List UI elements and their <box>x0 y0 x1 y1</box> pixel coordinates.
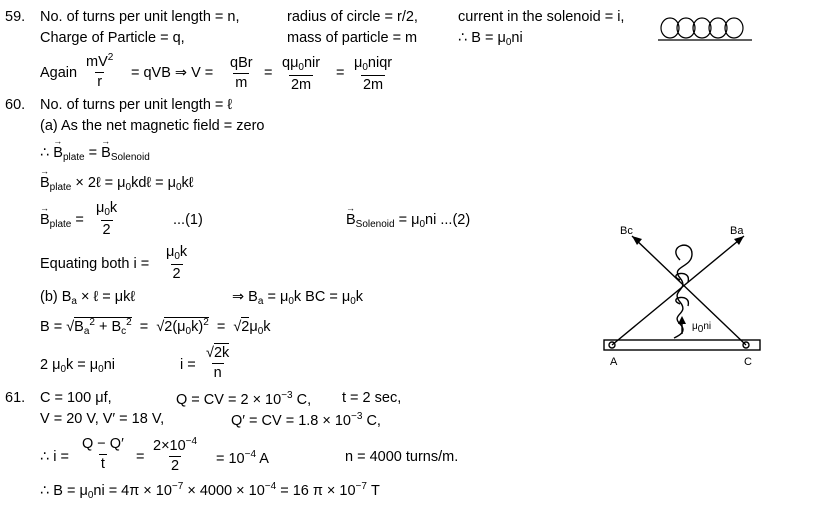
label-a: A <box>610 356 618 368</box>
q59-eq2: = <box>336 65 345 81</box>
q60-bplate-lhs: → $B_{plate}$ = <box>40 213 84 230</box>
q60-frac-equating: $\frac{\mu_0k}{2}$ <box>166 244 188 282</box>
q60-i-eq: i = <box>180 357 196 373</box>
q59-again: Again <box>40 65 78 81</box>
q59-frac-muniqr: $\mu_0niqr$ 2m <box>354 55 393 93</box>
q60-turns: No. of turns per unit length = ℓ <box>40 97 233 113</box>
label-bc: Bc <box>620 225 633 237</box>
q59-charge: Charge of Particle = q, <box>40 30 185 46</box>
q60-bplate-eq-bsol: ∴ → $B_{plate}$ = → $B_{Solenoid}$ <box>40 146 150 163</box>
q60-frac-i: $\frac{√2k}{n}$ <box>206 345 230 381</box>
plate-rect <box>604 340 760 350</box>
q59-radius: radius of circle = r/2, <box>287 9 418 25</box>
q60-b-root: $B = √B_a^2 + B_c^2 = √2(\mu_0k)^2 = √2\mu_0k$ <box>40 317 271 337</box>
q60-bsolenoid: → $B_{Solenoid} = \mu_0ni$ ...(2) <box>346 213 470 230</box>
q61-result: = $10^{-4}$ A <box>216 449 269 467</box>
q60-part-b-right: ⇒ $B_a = \mu_0k$ BC = $\mu_0k$ <box>232 289 363 307</box>
q60-number: 60. <box>5 97 26 113</box>
q59-frac-qmunir: $q\mu_0nir$ 2m <box>282 55 321 93</box>
q60-frac-mu0k-2: $\frac{\mu_0k}{2}$ <box>96 200 118 238</box>
q61-frac-2e-4: $\frac{2\times 10^{-4}}{2}$ <box>153 436 198 474</box>
q60-bplate-2l: → $B_{plate}$ × 2ℓ = $\mu_0kd\ell$ = $\mu_0k\ell$ <box>40 176 193 193</box>
q59-turns: No. of turns per unit length = n, <box>40 9 240 25</box>
q61-turns: n = 4000 turns/m. <box>345 449 459 465</box>
q60-equating: Equating both i = <box>40 256 150 272</box>
q60-part-a: (a) As the net magnetic field = zero <box>40 118 265 134</box>
q61-charge-q: Q = CV = $2 \times 10^{-3}$ C, <box>176 390 312 408</box>
q59-frac-qbr-m: qBr m <box>230 55 253 91</box>
q61-capacitance: C = 100 μf, <box>40 390 112 406</box>
label-mu0ni: $\mu_0ni$ <box>692 321 712 335</box>
q59-current: current in the solenoid = i, <box>458 9 625 25</box>
label-ba: Ba <box>730 225 744 237</box>
q59-frac-mv2-r: $\frac{mV^2}{r}$ <box>86 52 114 90</box>
q61-final: ∴ $B = \mu_0ni = 4\pi \times 10^{-7} \times 4000 \times 10^{-4} = 16$ $\pi \times 10^{-7}$ T <box>40 481 380 501</box>
q60-ref-1: ...(1) <box>173 212 203 228</box>
q61-eq: = <box>136 449 145 465</box>
label-c: C <box>744 356 752 368</box>
q61-charge-q-prime: Q′ = CV = $1.8 \times 10^{-3}$ C, <box>231 411 381 429</box>
q61-i-lead: ∴ i = <box>40 449 69 465</box>
q59-b-result: ∴ $B = \mu_0ni$ <box>458 30 523 48</box>
q59-number: 59. <box>5 9 26 25</box>
q61-voltages: V = 20 V, V′ = 18 V, <box>40 411 165 427</box>
q59-mass: mass of particle = m <box>287 30 418 46</box>
line-c-bc <box>632 236 746 345</box>
q61-number: 61. <box>5 390 26 406</box>
q59-eq-mid: = qVB ⇒ V = <box>131 65 214 81</box>
line-a-ba <box>612 236 744 345</box>
q60-final-eq: 2 $\mu_0k = \mu_0ni$ <box>40 357 116 375</box>
q61-frac-q-diff: $\frac{Q - Q'}{t}$ <box>82 436 124 472</box>
q60-part-b: (b) $B_a$ × ℓ = μkℓ <box>40 289 136 307</box>
q59-eq1: = <box>264 65 273 81</box>
q61-time: t = 2 sec, <box>342 390 402 406</box>
arrow-current-head <box>678 316 686 324</box>
solenoid-diagram <box>596 220 776 370</box>
coil-icon <box>656 14 756 44</box>
